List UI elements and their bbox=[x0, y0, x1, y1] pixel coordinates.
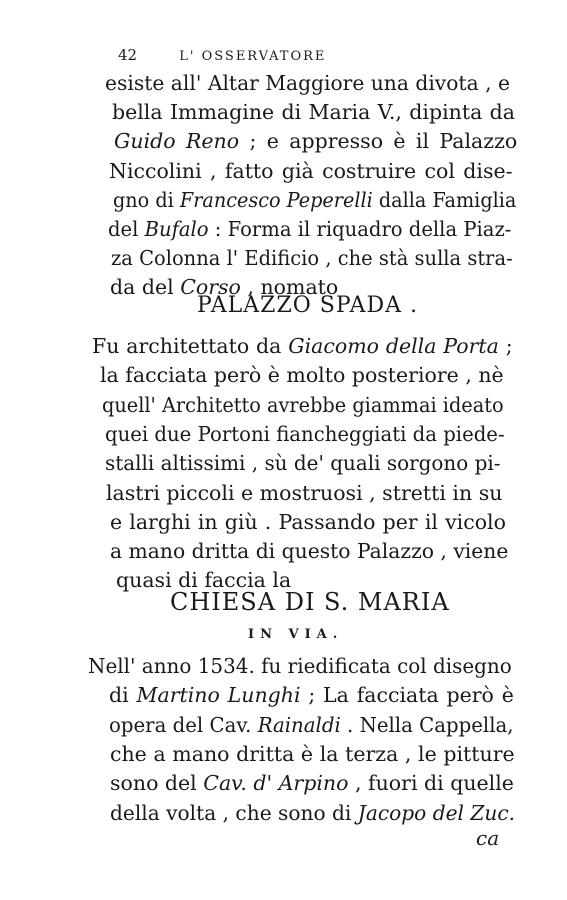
running-title: L' OSSERVATORE bbox=[179, 49, 327, 64]
text-line: sono del Cav. d' Arpino , fuori di quelle bbox=[110, 771, 514, 796]
text-line: a mano dritta di questo Palazzo , viene bbox=[110, 539, 509, 564]
text-line: che a mano dritta è la terza , le pitture bbox=[110, 741, 515, 766]
text-line: opera del Cav. Rainaldi . Nella Cappella, bbox=[109, 712, 514, 737]
heading-palazzo-spada: PALAZZO SPADA . bbox=[197, 293, 419, 318]
text-line: quei due Portoni fiancheggiati da piede- bbox=[105, 421, 505, 446]
text-line: quasi di faccia la bbox=[116, 568, 292, 593]
text-line: e larghi in giù . Passando per il vicolo bbox=[110, 509, 506, 534]
text-line: bella Immagine di Maria V., dipinta da bbox=[112, 100, 515, 125]
text-line: esiste all' Altar Maggiore una divota , e bbox=[105, 71, 510, 95]
page-number: 42 bbox=[118, 46, 138, 64]
text-line: quell' Architetto avrebbe giammai ideato bbox=[102, 392, 504, 417]
text-line: za Colonna l' Edificio , che stà sulla stra- bbox=[111, 246, 513, 271]
running-head bbox=[118, 46, 438, 64]
catchword: ca bbox=[476, 826, 500, 850]
text-line: Niccolini , fatto già costruire col dise- bbox=[109, 158, 513, 183]
text-line: di Martino Lunghi ; La facciata però è bbox=[109, 683, 514, 708]
heading-chiesa-s-maria: CHIESA DI S. MARIA bbox=[170, 588, 450, 616]
subheading-in-via: IN VIA. bbox=[248, 627, 344, 642]
text-line: della volta , che sono di Jacopo del Zuc. bbox=[110, 800, 516, 825]
text-line: Nell' anno 1534. fu riedificata col disegno bbox=[88, 654, 512, 678]
text-line: Guido Reno ; e appresso è il Palazzo bbox=[114, 129, 518, 154]
text-line: lastri piccoli e mostruosi , stretti in su bbox=[106, 480, 503, 505]
text-line: la facciata però è molto posteriore , nè bbox=[100, 363, 504, 388]
text-line: gno di Francesco Peperelli dalla Famiglia bbox=[113, 187, 517, 212]
text-line: Fu architettato da Giacomo della Porta ; bbox=[92, 334, 513, 358]
text-line: del Bufalo : Forma il riquadro della Piaz- bbox=[108, 217, 512, 241]
text-line: stalli altissimi , sù de' quali sorgono pi- bbox=[105, 451, 501, 476]
text-line: da del Corso , nomato bbox=[110, 275, 339, 300]
